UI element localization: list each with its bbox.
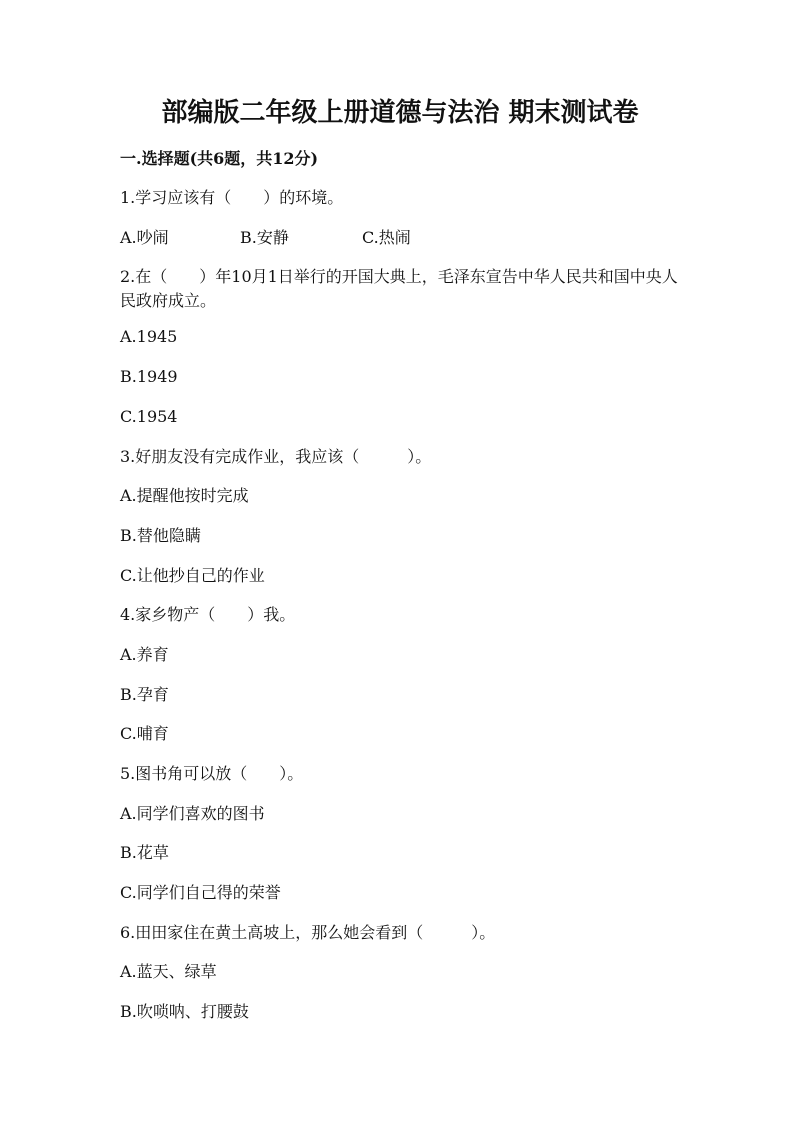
section-heading: 一.选择题(共6题，共12分) bbox=[120, 149, 319, 168]
question-6-stem: 6.田田家住在黄土高坡上，那么她会看到（ ）。 bbox=[120, 923, 496, 942]
page-title: 部编版二年级上册道德与法治 期末测试卷 bbox=[161, 98, 639, 128]
question-1-option-c: C.热闹 bbox=[362, 228, 411, 247]
question-4-stem: 4.家乡物产（ ）我。 bbox=[120, 605, 296, 624]
question-2-option-b: B.1949 bbox=[120, 367, 178, 386]
question-2-option-c: C.1954 bbox=[120, 407, 178, 426]
question-2-stem: 2.在（ ）年10月1日举行的开国大典上，毛泽东宣告中华人民共和国中央人民政府成立。 bbox=[120, 267, 678, 310]
question-2-option-a: A.1945 bbox=[120, 327, 178, 346]
question-5-stem: 5.图书角可以放（ ）。 bbox=[120, 764, 304, 783]
question-6-option-a: A.蓝天、绿草 bbox=[120, 962, 217, 981]
question-4-option-b: B.孕育 bbox=[120, 685, 169, 704]
question-3-option-b: B.替他隐瞒 bbox=[120, 526, 201, 545]
question-3-option-c: C.让他抄自己的作业 bbox=[120, 566, 265, 585]
question-5-option-c: C.同学们自己得的荣誉 bbox=[120, 883, 281, 902]
question-5-option-a: A.同学们喜欢的图书 bbox=[120, 804, 265, 823]
question-5-option-b: B.花草 bbox=[120, 843, 169, 862]
question-3-option-a: A.提醒他按时完成 bbox=[120, 486, 249, 505]
question-1-option-a: A.吵闹 bbox=[120, 228, 169, 247]
question-6-option-b: B.吹唢呐、打腰鼓 bbox=[120, 1002, 249, 1021]
question-1-stem: 1.学习应该有（ ）的环境。 bbox=[120, 188, 344, 207]
question-4-option-a: A.养育 bbox=[120, 645, 169, 664]
question-3-stem: 3.好朋友没有完成作业，我应该（ ）。 bbox=[120, 447, 432, 466]
question-1-option-b: B.安静 bbox=[240, 228, 289, 247]
question-4-option-c: C.哺育 bbox=[120, 724, 169, 743]
